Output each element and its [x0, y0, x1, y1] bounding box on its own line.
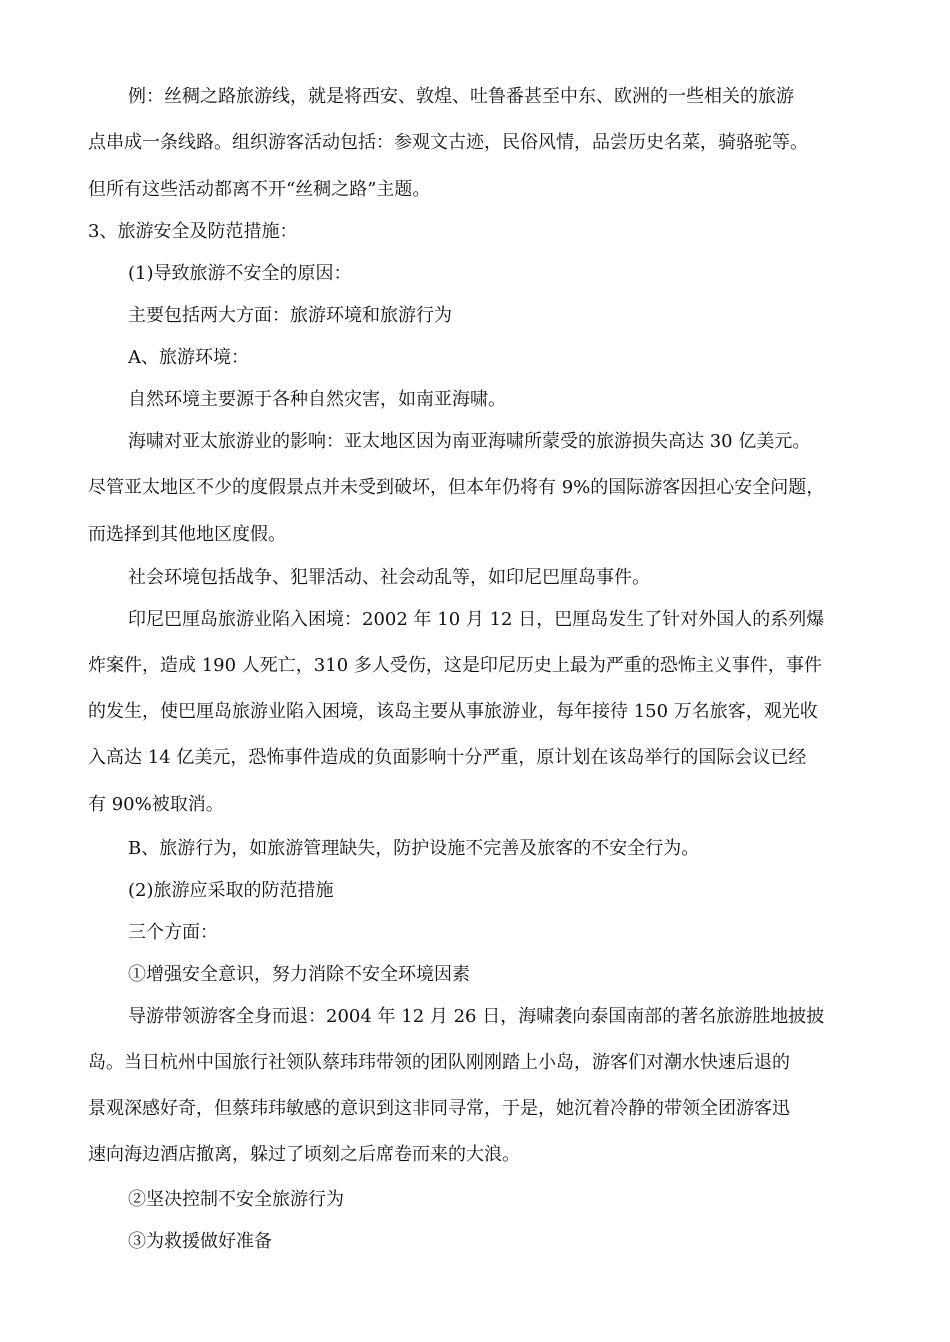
- text-line: 岛。当日杭州中国旅行社领队蔡玮玮带领的团队刚刚踏上小岛，游客们对潮水快速后退的: [88, 1052, 790, 1073]
- text-line: 社会环境包括战争、犯罪活动、社会动乱等，如印尼巴厘岛事件。: [128, 567, 650, 588]
- text-line: 印尼巴厘岛旅游业陷入困境：2002 年 10 月 12 日，巴厘岛发生了针对外国人的系列爆: [128, 609, 825, 630]
- text-line: 景观深感好奇，但蔡玮玮敏感的意识到这非同寻常，于是，她沉着冷静的带领全团游客迅: [88, 1098, 790, 1119]
- list-item: ②坚决控制不安全旅游行为: [128, 1189, 344, 1210]
- section-heading: 3、旅游安全及防范措施：: [88, 221, 298, 242]
- text-line: 三个方面：: [128, 922, 218, 943]
- text-line: 海啸对亚太旅游业的影响：亚太地区因为南亚海啸所蒙受的旅游损失高达 30 亿美元。: [128, 431, 811, 452]
- text-line: 入高达 14 亿美元，恐怖事件造成的负面影响十分严重，原计划在该岛举行的国际会议已经: [88, 747, 807, 768]
- text-line: 例：丝稠之路旅游线，就是将西安、敦煌、吐鲁番甚至中东、欧洲的一些相关的旅游: [128, 86, 794, 107]
- text-line: 点串成一条线路。组织游客活动包括：参观文古迹，民俗风情，品尝历史名菜，骑骆驼等。: [88, 132, 808, 153]
- list-item: ③为救援做好准备: [128, 1231, 272, 1252]
- text-line: 但所有这些活动都离不开“丝稠之路”主题。: [88, 179, 431, 200]
- text-line: 而选择到其他地区度假。: [88, 524, 286, 545]
- text-line: 尽管亚太地区不少的度假景点并未受到破坏，但本年仍将有 9%的国际游客因担心安全问题，: [88, 477, 825, 498]
- text-line: 的发生，使巴厘岛旅游业陷入困境，该岛主要从事旅游业，每年接待 150 万名旅客，观光收: [88, 701, 818, 722]
- list-item: ①增强安全意识，努力消除不安全环境因素: [128, 964, 470, 985]
- text-line: 有 90%被取消。: [88, 794, 224, 815]
- text-line: 主要包括两大方面：旅游环境和旅游行为: [128, 305, 452, 326]
- subsection-heading: (2)旅游应采取的防范措施: [128, 880, 334, 901]
- item-heading: B、旅游行为，如旅游管理缺失，防护设施不完善及旅客的不安全行为。: [128, 838, 700, 859]
- text-line: 速向海边酒店撤离，躲过了顷刻之后席卷而来的大浪。: [88, 1144, 520, 1165]
- subsection-heading: (1)导致旅游不安全的原因：: [128, 263, 352, 284]
- text-line: 自然环境主要源于各种自然灾害，如南亚海啸。: [128, 389, 506, 410]
- text-line: 导游带领游客全身而退：2004 年 12 月 26 日，海啸袭向泰国南部的著名旅游胜地披披: [128, 1006, 825, 1027]
- item-heading: A、旅游环境：: [128, 347, 249, 368]
- text-line: 炸案件，造成 190 人死亡，310 多人受伤，这是印尼历史上最为严重的恐怖主义事件，事件: [88, 655, 822, 676]
